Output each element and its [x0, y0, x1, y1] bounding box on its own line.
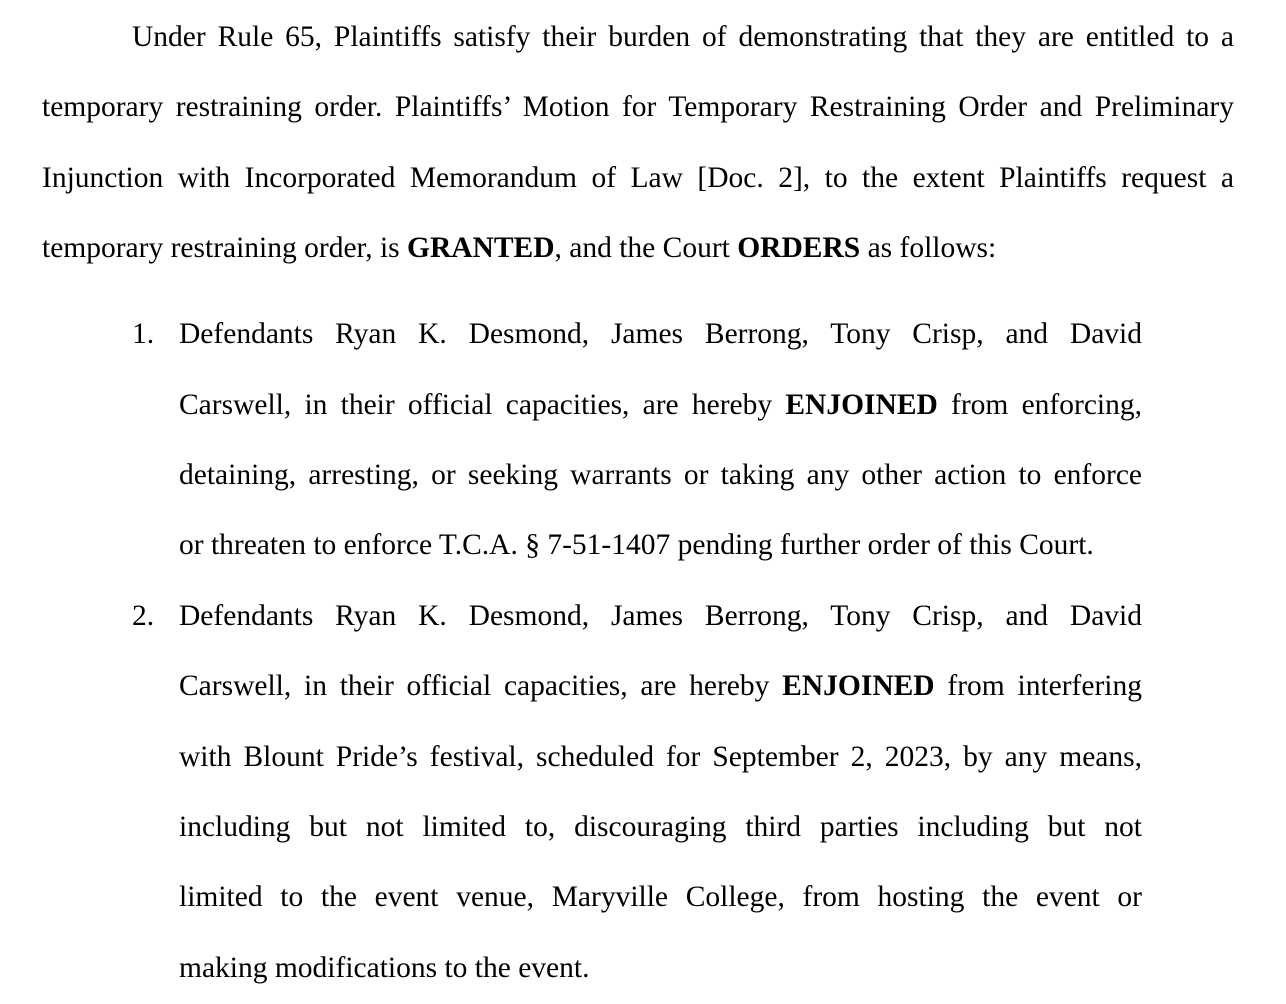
order-2-line-2 [179, 672, 1142, 702]
order-text: Carswell, in their official capacities, are hereby [179, 670, 783, 702]
order-2-line-1: Defendants Ryan K. Desmond, James Berrong, Tony Crisp, and David [179, 600, 1142, 632]
orders-text: ORDERS [737, 232, 861, 264]
order-1-line-4: or threaten to enforce T.C.A. § 7-51-1407 pending further order of this Court. [179, 529, 1094, 561]
order-text: from interfering [934, 670, 1142, 702]
intro-line-4 [42, 234, 996, 264]
order-2-line-3: with Blount Pride’s festival, scheduled for September 2, 2023, by any means, [179, 741, 1142, 773]
order-2-line-5: limited to the event venue, Maryville College, from hosting the event or [179, 881, 1142, 913]
granted-text: GRANTED [407, 232, 555, 264]
order-2-line-6: making modifications to the event. [179, 952, 590, 984]
enjoined-text: ENJOINED [785, 389, 938, 421]
intro-text: as follows: [860, 232, 997, 264]
order-1-line-1: Defendants Ryan K. Desmond, James Berrong, Tony Crisp, and David [179, 318, 1142, 350]
order-1-line-3: detaining, arresting, or seeking warrants or taking any other action to enforce [179, 459, 1142, 491]
order-text: Carswell, in their official capacities, are hereby [179, 389, 786, 421]
order-2-line-4: including but not limited to, discouraging third parties including but not [179, 811, 1142, 843]
intro-line-1: Under Rule 65, Plaintiffs satisfy their burden of demonstrating that they are entitled to a [132, 21, 1234, 53]
order-1-line-2 [179, 391, 1142, 421]
intro-text: temporary restraining order, is [42, 232, 407, 264]
intro-text: , and the Court [554, 232, 738, 264]
order-number-1: 1. [132, 318, 155, 350]
enjoined-text: ENJOINED [782, 670, 935, 702]
order-number-2: 2. [132, 600, 155, 632]
intro-line-2: temporary restraining order. Plaintiffs’ Motion for Temporary Restraining Order and Preliminary [42, 91, 1234, 123]
intro-line-3: Injunction with Incorporated Memorandum of Law [Doc. 2], to the extent Plaintiffs request a [42, 162, 1234, 194]
order-text: from enforcing, [937, 389, 1142, 421]
